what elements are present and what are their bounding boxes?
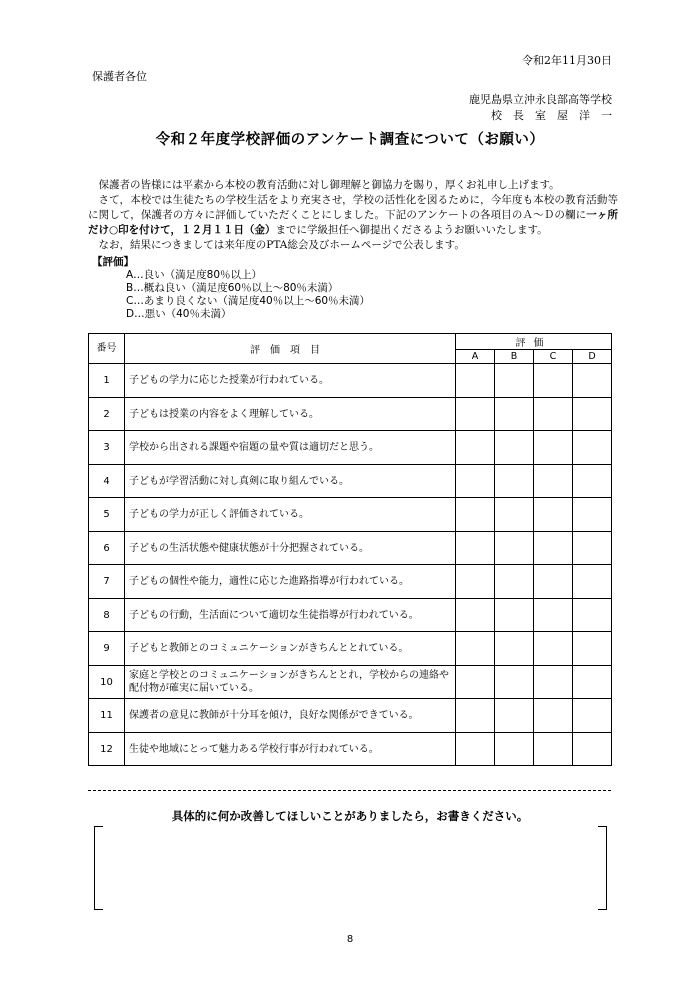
row-item-text: 家庭と学校とのコミュニケーションがきちんととれ，学校からの連絡や配付物が確実に届いている。 (125, 666, 456, 699)
rating-cell-d[interactable] (573, 699, 612, 733)
grade-header-b: B (495, 350, 534, 364)
rating-cell-a[interactable] (456, 632, 495, 666)
rating-cell-d[interactable] (573, 599, 612, 632)
rating-cell-c[interactable] (534, 498, 573, 532)
row-number: 9 (89, 632, 125, 666)
addressee: 保護者各位 (92, 70, 147, 83)
grade-header-d: D (573, 350, 612, 364)
row-item-text: 子どもの個性や能力，適性に応じた進路指導が行われている。 (125, 565, 456, 599)
row-item-text: 学校から出される課題や宿題の量や質は適切だと思う。 (125, 431, 456, 465)
row-number: 11 (89, 699, 125, 733)
row-number: 8 (89, 599, 125, 632)
rating-cell-c[interactable] (534, 565, 573, 599)
rating-cell-d[interactable] (573, 465, 612, 498)
rating-cell-c[interactable] (534, 364, 573, 398)
row-item-text: 子どもの行動，生活面について適切な生徒指導が行われている。 (125, 599, 456, 632)
table-row (89, 431, 612, 465)
row-item-text: 保護者の意見に教師が十分耳を傾け，良好な関係ができている。 (125, 699, 456, 733)
rating-cell-b[interactable] (495, 733, 534, 766)
rating-cell-c[interactable] (534, 632, 573, 666)
row-item-text: 子どもと教師とのコミュニケーションがきちんととれている。 (125, 632, 456, 666)
row-number: 5 (89, 498, 125, 532)
table-row (89, 632, 612, 666)
row-number: 4 (89, 465, 125, 498)
grade-header-c: C (534, 350, 573, 364)
rating-cell-b[interactable] (495, 465, 534, 498)
rating-cell-d[interactable] (573, 498, 612, 532)
document-date: 令和2年11月30日 (522, 54, 612, 67)
rating-cell-a[interactable] (456, 699, 495, 733)
table-row (89, 699, 612, 733)
body-paragraph-3: なお，結果につきましては来年度のPTA総会及びホームページで公表します。 (98, 239, 465, 251)
comment-field[interactable] (106, 828, 598, 912)
rating-cell-b[interactable] (495, 532, 534, 565)
row-item-text: 子どもの学力が正しく評価されている。 (125, 498, 456, 532)
rating-cell-c[interactable] (534, 398, 573, 431)
row-item-text: 子どもの学力に応じた授業が行われている。 (125, 364, 456, 398)
comment-bracket-right (598, 826, 607, 910)
comment-prompt: 具体的に何か改善してほしいことがありましたら，お書きください。 (171, 809, 529, 823)
rating-cell-a[interactable] (456, 465, 495, 498)
legend-item-b: B…概ね良い（満足度60％以上～80％未満） (126, 282, 339, 294)
rating-cell-c[interactable] (534, 599, 573, 632)
grade-header-a: A (456, 350, 495, 364)
rating-cell-c[interactable] (534, 532, 573, 565)
principal-name: 校 長 室 屋 洋 一 (491, 109, 612, 122)
rating-cell-c[interactable] (534, 431, 573, 465)
table-row (89, 364, 612, 398)
sender-block (469, 92, 612, 124)
rating-cell-a[interactable] (456, 398, 495, 431)
row-item-text: 子どもの生活状態や健康状態が十分把握されている。 (125, 532, 456, 565)
survey-rows (89, 364, 612, 766)
rating-legend (92, 256, 370, 321)
rating-cell-a[interactable] (456, 733, 495, 766)
body-paragraph-1: 保護者の皆様には平素から本校の教育活動に対し御理解と御協力を賜り，厚くお礼申し上げます。 (98, 179, 560, 191)
row-number: 7 (89, 565, 125, 599)
rating-cell-c[interactable] (534, 666, 573, 699)
body-text (88, 178, 618, 253)
page-number: 8 (346, 934, 354, 945)
rating-cell-a[interactable] (456, 599, 495, 632)
body-paragraph-2-emphasis: 一ヶ所だけ○印を付けて，１２月１１日（金） (88, 209, 618, 236)
rating-cell-d[interactable] (573, 364, 612, 398)
rating-cell-b[interactable] (495, 599, 534, 632)
table-row (89, 498, 612, 532)
table-row (89, 666, 612, 699)
rating-cell-a[interactable] (456, 666, 495, 699)
table-row (89, 532, 612, 565)
header-item: 評価項目 (125, 334, 456, 364)
rating-cell-b[interactable] (495, 632, 534, 666)
row-number: 2 (89, 398, 125, 431)
rating-cell-d[interactable] (573, 632, 612, 666)
body-paragraph-2-pre: さて，本校では生徒たちの学校生活をより充実させ，学校の活性化を図るために，今年度も本校の教育活動等に関して，保護者の方々に評価していただくことにしました。下記のアンケートの各項目のＡ～Ｄの欄に (88, 194, 618, 221)
legend-item-a: A…良い（満足度80％以上） (126, 269, 263, 281)
table-row (89, 565, 612, 599)
rating-cell-b[interactable] (495, 699, 534, 733)
rating-cell-b[interactable] (495, 364, 534, 398)
rating-cell-b[interactable] (495, 666, 534, 699)
row-number: 3 (89, 431, 125, 465)
rating-cell-d[interactable] (573, 431, 612, 465)
rating-cell-a[interactable] (456, 532, 495, 565)
rating-cell-d[interactable] (573, 733, 612, 766)
rating-cell-b[interactable] (495, 398, 534, 431)
comment-bracket-left (94, 826, 103, 910)
rating-cell-d[interactable] (573, 565, 612, 599)
body-paragraph-2-post: までに学級担任へ御提出くださるようお願いいたします。 (275, 224, 548, 236)
table-row (89, 733, 612, 766)
table-row (89, 465, 612, 498)
survey-table (88, 333, 612, 766)
rating-cell-a[interactable] (456, 431, 495, 465)
row-item-text: 子どもは授業の内容をよく理解している。 (125, 398, 456, 431)
row-number: 10 (89, 666, 125, 699)
rating-cell-d[interactable] (573, 666, 612, 699)
rating-cell-c[interactable] (534, 465, 573, 498)
row-number: 12 (89, 733, 125, 766)
rating-cell-c[interactable] (534, 699, 573, 733)
school-name: 鹿児島県立沖永良部高等学校 (469, 93, 612, 106)
rating-cell-b[interactable] (495, 565, 534, 599)
header-evaluation: 評価 (456, 334, 612, 350)
body-paragraph-2 (88, 193, 618, 238)
rating-cell-d[interactable] (573, 398, 612, 431)
row-item-text: 生徒や地域にとって魅力ある学校行事が行われている。 (125, 733, 456, 766)
table-row (89, 398, 612, 431)
legend-item-c: C…あまり良くない（満足度40％以上～60％未満） (126, 295, 371, 307)
legend-heading: 【評価】 (92, 256, 134, 268)
table-row (89, 599, 612, 632)
rating-cell-a[interactable] (456, 364, 495, 398)
rating-cell-a[interactable] (456, 498, 495, 532)
document-title: 令和２年度学校評価のアンケート調査について（お願い） (155, 131, 545, 148)
rating-cell-b[interactable] (495, 498, 534, 532)
cut-line (88, 790, 611, 791)
rating-cell-d[interactable] (573, 532, 612, 565)
rating-cell-b[interactable] (495, 431, 534, 465)
row-item-text: 子どもが学習活動に対し真剣に取り組んでいる。 (125, 465, 456, 498)
row-number: 6 (89, 532, 125, 565)
rating-cell-c[interactable] (534, 733, 573, 766)
legend-item-d: D…悪い（40％未満） (126, 308, 232, 320)
rating-cell-a[interactable] (456, 565, 495, 599)
row-number: 1 (89, 364, 125, 398)
header-number: 番号 (89, 334, 125, 364)
